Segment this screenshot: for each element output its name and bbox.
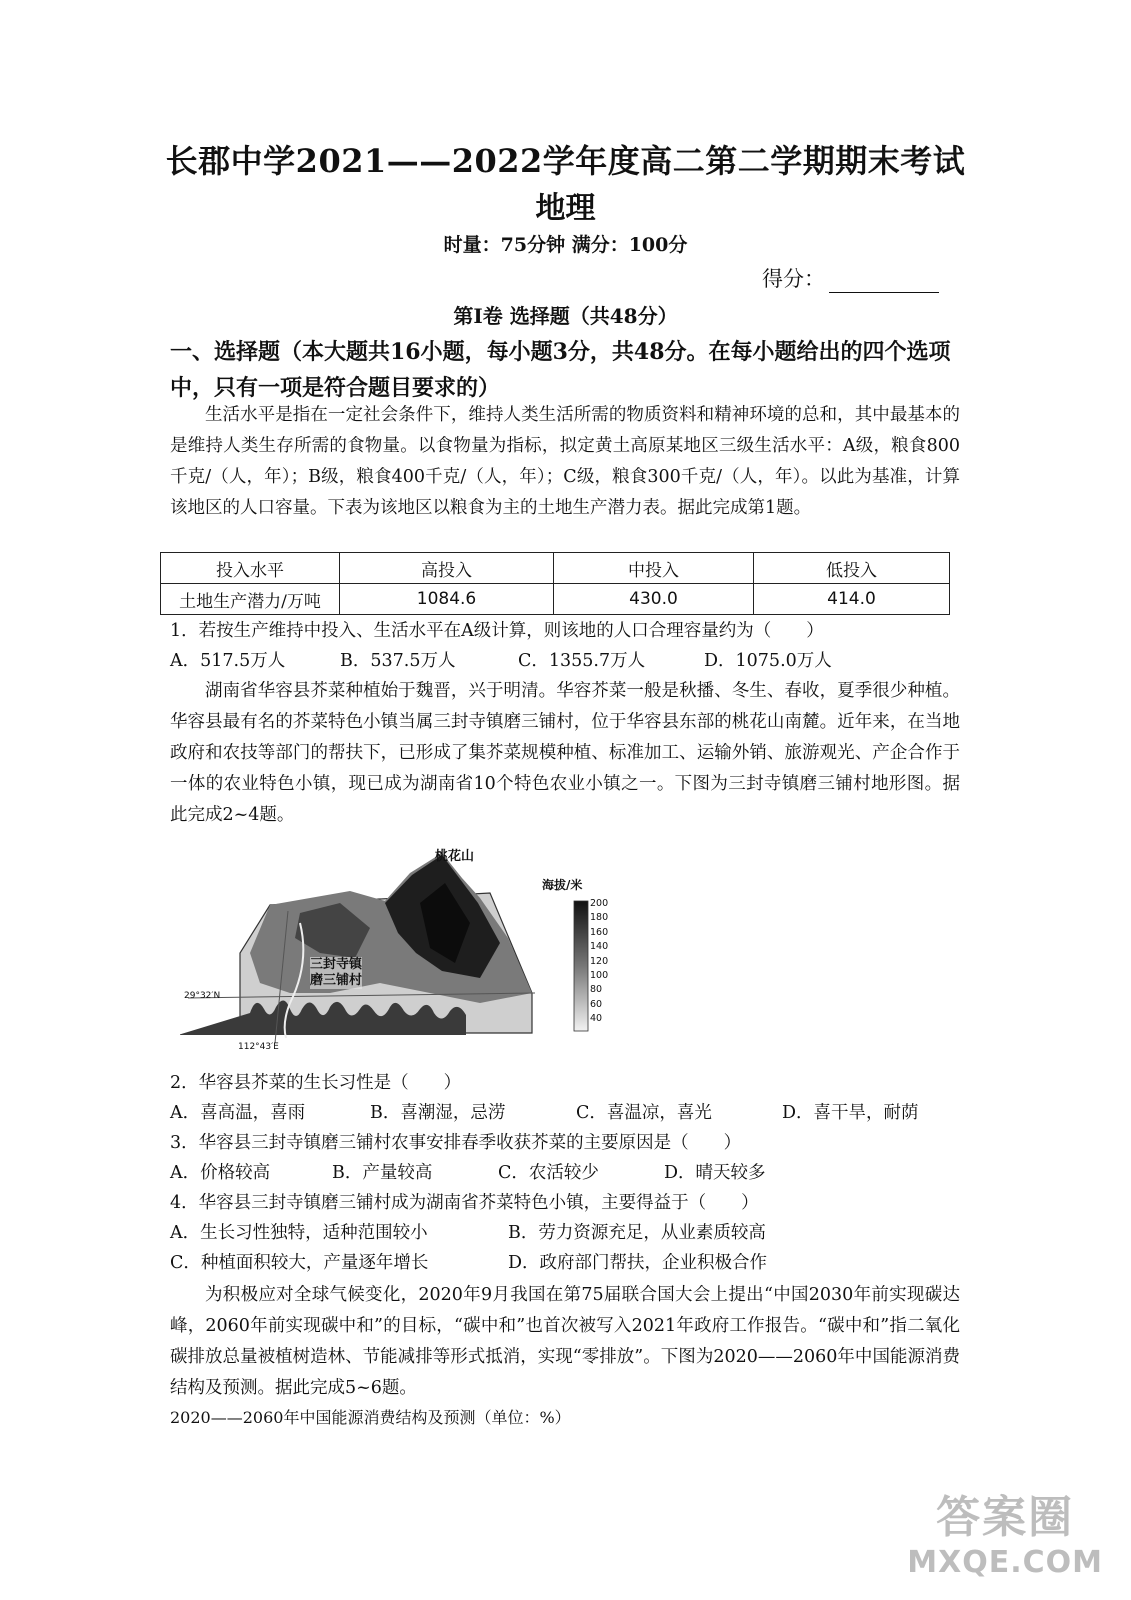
question-4-options-row-2 [170, 1248, 970, 1278]
option-c: C．种植面积较大，产量逐年增长 [170, 1253, 429, 1273]
option-d: D．1075.0万人 [704, 651, 832, 671]
option-b: B．产量较高 [332, 1163, 433, 1183]
option-c: C．喜温凉，喜光 [576, 1103, 712, 1123]
question-2-stem: 2．华容县芥菜的生长习性是（ ） [170, 1073, 462, 1093]
option-d: D．政府部门帮扶，企业积极合作 [508, 1253, 768, 1273]
map-legend-title: 海拔/米 [542, 878, 583, 892]
option-a: A．喜高温，喜雨 [170, 1103, 306, 1123]
question-1-options [170, 646, 970, 676]
legend-tick: 140 [590, 941, 609, 953]
table-cell: 430.0 [554, 584, 754, 615]
option-d: D．晴天较多 [664, 1163, 766, 1183]
table-header-cell: 高投入 [340, 553, 554, 584]
passage-3: 为积极应对全球气候变化，2020年9月我国在第75届联合国大会上提出“中国2030年前实现碳达峰，2060年前实现碳中和”的目标，“碳中和”也首次被写入2021年政府工作报告。“碳中和”指二氧化碳排放总量被植树造林、节能减排等形式抵消，实现“零排放”。下图为2020——2060年中国能源消费结构及预测。据此完成5~6题。 [170, 1285, 960, 1398]
question-1-stem: 1．若按生产维持中投入、生活水平在A级计算，则该地的人口合理容量约为（ ） [170, 621, 824, 641]
legend-tick: 160 [590, 926, 609, 938]
legend-tick: 40 [590, 1013, 603, 1025]
legend-tick: 100 [590, 970, 609, 982]
table-header-cell: 低投入 [754, 553, 950, 584]
passage-2: 湖南省华容县芥菜种植始于魏晋，兴于明清。华容芥菜一般是秋播、冬生、春收，夏季很少种植。华容县最有名的芥菜特色小镇当属三封寺镇磨三铺村，位于华容县东部的桃花山南麓。近年来，在当地政府和农技等部门的帮扶下，已形成了集芥菜规模种植、标准加工、运输外销、旅游观光、产企合作于一体的农业特色小镇，现已成为湖南省10个特色农业小镇之一。下图为三封寺镇磨三铺村地形图。据此完成2~4题。 [170, 681, 960, 825]
option-a: A．517.5万人 [170, 651, 286, 671]
exam-subject: 地理 [535, 191, 596, 226]
question-4-options-row-1 [170, 1218, 970, 1248]
option-c: C．农活较少 [498, 1163, 599, 1183]
land-potential-table [160, 552, 950, 615]
section-heading: 一、选择题（本大题共16小题，每小题3分，共48分。在每小题给出的四个选项中，只有一项是符合题目要求的） [170, 339, 951, 401]
map-town-label [310, 957, 362, 989]
score-blank [829, 270, 939, 293]
table-row [161, 553, 950, 584]
score-field [762, 263, 939, 293]
watermark-big-text: 答案圈 [936, 1492, 1075, 1543]
table-cell: 1084.6 [340, 584, 554, 615]
table-cell: 414.0 [754, 584, 950, 615]
legend-tick: 80 [590, 984, 603, 996]
option-b: B．喜潮湿，忌涝 [370, 1103, 506, 1123]
question-3-stem: 3．华容县三封寺镇磨三铺村农事安排春季收获芥菜的主要原因是（ ） [170, 1133, 742, 1153]
table-header-cell: 投入水平 [161, 553, 340, 584]
question-2-options [170, 1098, 970, 1128]
map-peak-label: 桃花山 [435, 849, 475, 864]
option-c: C．1355.7万人 [518, 651, 646, 671]
option-b: B．劳力资源充足，从业素质较高 [508, 1223, 766, 1243]
passage-1: 生活水平是指在一定社会条件下，维持人类生活所需的物质资料和精神环境的总和，其中最基本的是维持人类生存所需的食物量。以食物量为指标，拟定黄土高原某地区三级生活水平：A级，粮食800千克/（人，年）；B级，粮食400千克/（人，年）；C级，粮食300千克/（人，年）。以此为基准，计算该地区的人口容量。下表为该地区以粮食为主的土地生产潜力表。据此完成第1题。 [170, 405, 960, 518]
part-heading: 第Ⅰ卷 选择题（共48分） [453, 304, 678, 328]
terrain-map [180, 843, 610, 1058]
map-legend-ticks [590, 897, 612, 1027]
legend-tick: 120 [590, 955, 609, 967]
chart-caption: 2020——2060年中国能源消费结构及预测（单位：%） [170, 1408, 571, 1427]
option-a: A．价格较高 [170, 1163, 271, 1183]
map-lat-label: 29°32′N [184, 991, 221, 1001]
table-cell: 土地生产潜力/万吨 [161, 584, 340, 615]
legend-tick: 200 [590, 898, 609, 909]
option-a: A．生长习性独特，适种范围较小 [170, 1223, 428, 1243]
legend-tick: 180 [590, 912, 609, 924]
question-4-stem: 4．华容县三封寺镇磨三铺村成为湖南省芥菜特色小镇，主要得益于（ ） [170, 1193, 759, 1213]
watermark-logo [907, 1481, 1103, 1580]
watermark-small-text: MXQE.COM [907, 1545, 1103, 1580]
legend-tick: 60 [590, 998, 603, 1010]
score-label: 得分： [762, 267, 825, 291]
town-label-line-2: 磨三铺村 [310, 973, 363, 988]
exam-meta: 时量：75分钟 满分：100分 [443, 234, 688, 256]
table-row [161, 584, 950, 615]
map-lon-label: 112°43′E [238, 1042, 279, 1052]
town-label-line-1: 三封寺镇 [310, 957, 363, 972]
table-header-cell: 中投入 [554, 553, 754, 584]
option-d: D．喜干旱，耐荫 [782, 1103, 919, 1123]
question-3-options [170, 1158, 970, 1188]
exam-title: 长郡中学2021——2022学年度高二第二学期期末考试 [165, 142, 966, 180]
option-b: B．537.5万人 [340, 651, 456, 671]
